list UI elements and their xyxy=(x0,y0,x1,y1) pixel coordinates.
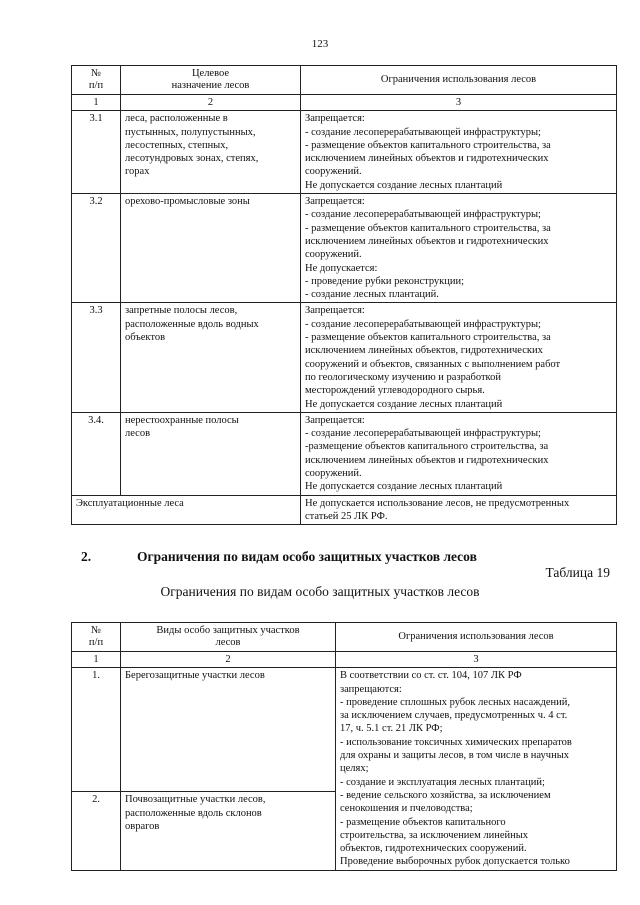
restrictions: Запрещается: - создание лесоперерабатывающей инфраструктуры; -размещение объектов капитального строительства, за исключением линейных объектов и гидротехнических сооружений. Не допускается создание лесных плантаций xyxy=(301,412,617,495)
row-number: 3.3 xyxy=(72,303,121,412)
shared-restrictions: В соответствии со ст. ст. 104, 107 ЛК РФ запрещаются: - проведение сплошных рубок лесных насаждений, за исключением случаев, предусмотренных ч. 4 ст. 17, ч. 5.1 ст. 21 ЛК РФ; - использование токсичных химических препаратов для охраны и защиты лесов, в том числе в научных целях; - создание и эксплуатация лесных плантаций; - ведение сельского хозяйства, за исключением сенокошения и пчеловодства; - размещение объектов капитального строительства, за исключением линейных объектов, гидротехнических сооружений. Проведение выборочных рубок допускается только xyxy=(336,668,617,870)
table-row xyxy=(72,111,617,194)
col-number: 2 xyxy=(121,95,301,111)
header-num: № п/п xyxy=(72,66,121,95)
protective-areas-table xyxy=(71,622,617,871)
table-row xyxy=(72,303,617,412)
row-number: 3.2 xyxy=(72,194,121,303)
header-restrictions: Ограничения использования лесов xyxy=(301,66,617,95)
forest-purpose: орехово-промысловые зоны xyxy=(121,194,301,303)
restrictions: Запрещается: - создание лесоперерабатывающей инфраструктуры; - размещение объектов капитального строительства, за исключением линейных объектов, гидротехнических сооружений и объектов, связанных с выполнением работ по геологическому изучению и разработкой месторождений углеводородного сырья. Не допускается создание лесных плантаций xyxy=(301,303,617,412)
page-number: 123 xyxy=(311,38,329,50)
header-restrictions: Ограничения использования лесов xyxy=(336,623,617,652)
row-number: 2. xyxy=(72,792,121,870)
section-title: Ограничения по видам особо защитных участков лесов xyxy=(137,549,477,564)
table-row xyxy=(72,194,617,303)
table-header-row xyxy=(72,66,617,95)
exploitation-forests-label: Эксплуатационные леса xyxy=(72,495,301,525)
row-number: 3.4. xyxy=(72,412,121,495)
area-type: Берегозащитные участки лесов xyxy=(121,668,336,792)
table-title: Ограничения по видам особо защитных участков лесов xyxy=(160,584,480,599)
header-purpose: Целевое назначение лесов xyxy=(121,66,301,95)
forest-purpose-table xyxy=(71,65,617,525)
table-header-row xyxy=(72,623,617,652)
column-number-row xyxy=(72,95,617,111)
section-number: 2. xyxy=(81,549,92,564)
header-type: Виды особо защитных участков лесов xyxy=(121,623,336,652)
restrictions: Запрещается: - создание лесоперерабатывающей инфраструктуры; - размещение объектов капитального строительства, за исключением линейных объектов и гидротехнических сооружений. Не допускается: - проведение рубки реконструкции; - создание лесных плантаций. xyxy=(301,194,617,303)
forest-purpose: запретные полосы лесов, расположенные вдоль водных объектов xyxy=(121,303,301,412)
area-type: Почвозащитные участки лесов, расположенные вдоль склонов оврагов xyxy=(121,792,336,870)
col-number: 3 xyxy=(336,652,617,668)
exploitation-forests-restrictions: Не допускается использование лесов, не предусмотренных статьей 25 ЛК РФ. xyxy=(301,495,617,525)
row-number: 1. xyxy=(72,668,121,792)
restrictions: Запрещается: - создание лесоперерабатывающей инфраструктуры; - размещение объектов капитального строительства, за исключением линейных объектов и гидротехнических сооружений. Не допускается создание лесных плантаций xyxy=(301,111,617,194)
table-row xyxy=(72,495,617,525)
header-num: № п/п xyxy=(72,623,121,652)
col-number: 2 xyxy=(121,652,336,668)
table-row xyxy=(72,668,617,792)
column-number-row xyxy=(72,652,617,668)
col-number: 1 xyxy=(72,95,121,111)
table-row xyxy=(72,412,617,495)
col-number: 3 xyxy=(301,95,617,111)
col-number: 1 xyxy=(72,652,121,668)
forest-purpose: нерестоохранные полосы лесов xyxy=(121,412,301,495)
section-heading xyxy=(81,549,477,565)
table-label: Таблица 19 xyxy=(545,565,610,580)
row-number: 3.1 xyxy=(72,111,121,194)
forest-purpose: леса, расположенные в пустынных, полупустынных, лесостепных, степных, лесотундровых зонах, степях, горах xyxy=(121,111,301,194)
